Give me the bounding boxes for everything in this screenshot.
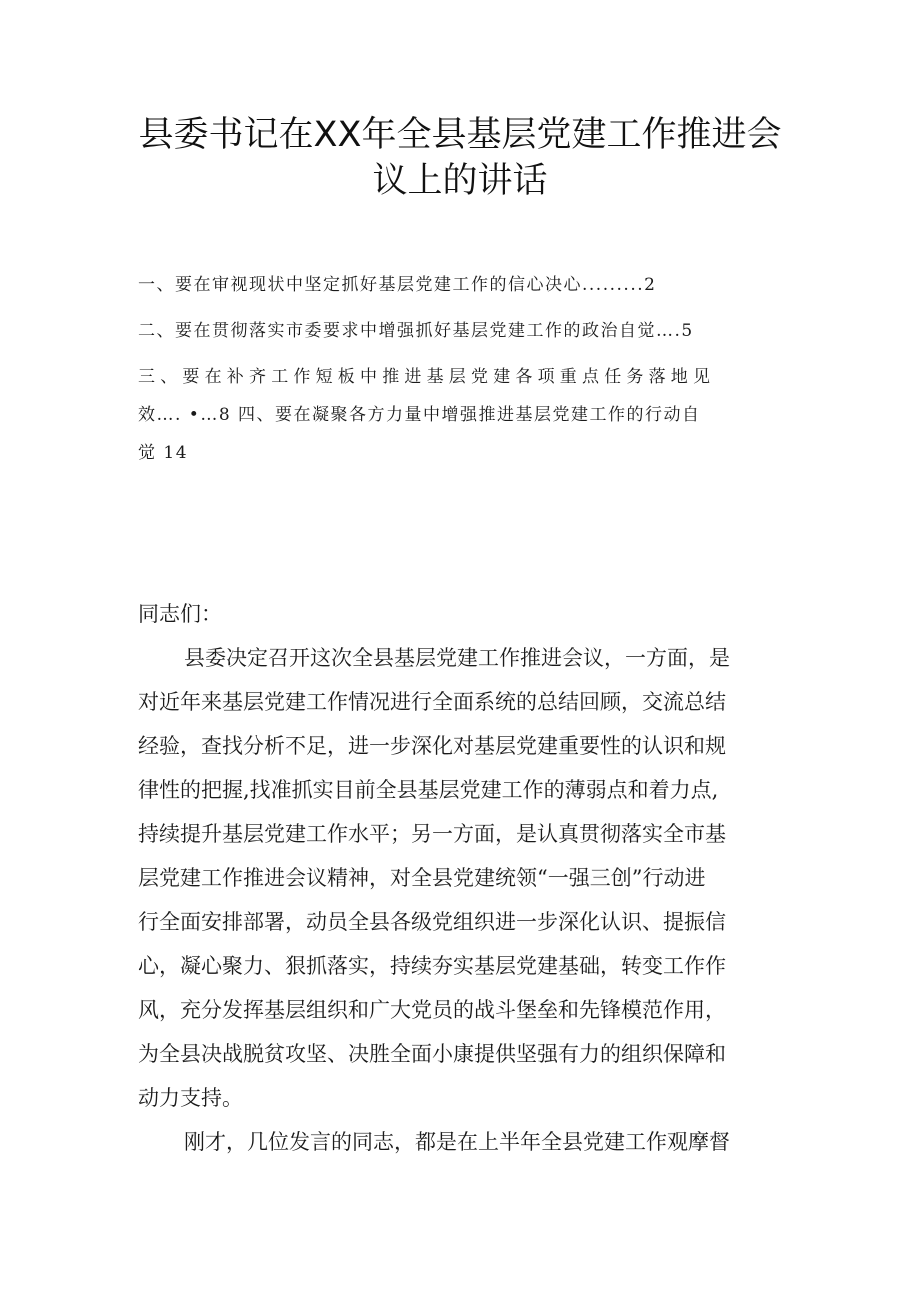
paragraph-line: 动力支持。 [138,1086,243,1110]
paragraph-line: 律性的把握,找准抓实目前全县基层党建工作的薄弱点和着力点, [138,778,719,802]
title-line: 县委书记在XX年全县基层党建工作推进会 [138,115,782,155]
toc-item-1: 一、要在审视现状中坚定抓好基层党建工作的信心决心.........2 [138,275,657,295]
toc-line: 三、要在补齐工作短板中推进基层党建各项重点任务落地见 [138,367,716,387]
paragraph-2 [138,1120,788,1164]
toc-line: 效…. •…8 四、要在凝聚各方力量中增强推进基层党建工作的行动自 [138,405,701,425]
title-line: 议上的讲话 [372,161,548,201]
salutation [138,592,788,636]
speech-body [138,592,788,1164]
toc-line: 觉 14 [138,443,189,463]
paragraph-line: 层党建工作推进会议精神，对全县党建统领“一强三创”行动进 [138,866,706,890]
paragraph-line: 县委决定召开这次全县基层党建工作推进会议，一方面，是 [184,646,730,670]
paragraph-line: 对近年来基层党建工作情况进行全面系统的总结回顾，交流总结 [138,690,726,714]
table-of-contents [138,266,788,472]
toc-item-3-4 [138,358,788,472]
paragraph-1 [138,636,788,1120]
toc-item-2: 二、要在贯彻落实市委要求中增强抓好基层党建工作的政治自觉….5 [138,321,694,341]
paragraph-line: 风，充分发挥基层组织和广大党员的战斗堡垒和先锋模范作用， [138,998,726,1022]
paragraph-line: 为全县决战脱贫攻坚、决胜全面小康提供坚强有力的组织保障和 [138,1042,726,1066]
paragraph-line: 行全面安排部署，动员全县各级党组织进一步深化认识、提振信 [138,910,726,934]
paragraph-line: 刚才，几位发言的同志，都是在上半年全县党建工作观摩督 [184,1130,730,1154]
salutation-text: 同志们： [138,602,222,626]
document-title [130,112,790,204]
paragraph-line: 心，凝心聚力、狠抓落实，持续夯实基层党建基础，转变工作作 [138,954,726,978]
paragraph-line: 持续提升基层党建工作水平；另一方面，是认真贯彻落实全市基 [138,822,726,846]
paragraph-line: 经验，查找分析不足，进一步深化对基层党建重要性的认识和规 [138,734,726,758]
